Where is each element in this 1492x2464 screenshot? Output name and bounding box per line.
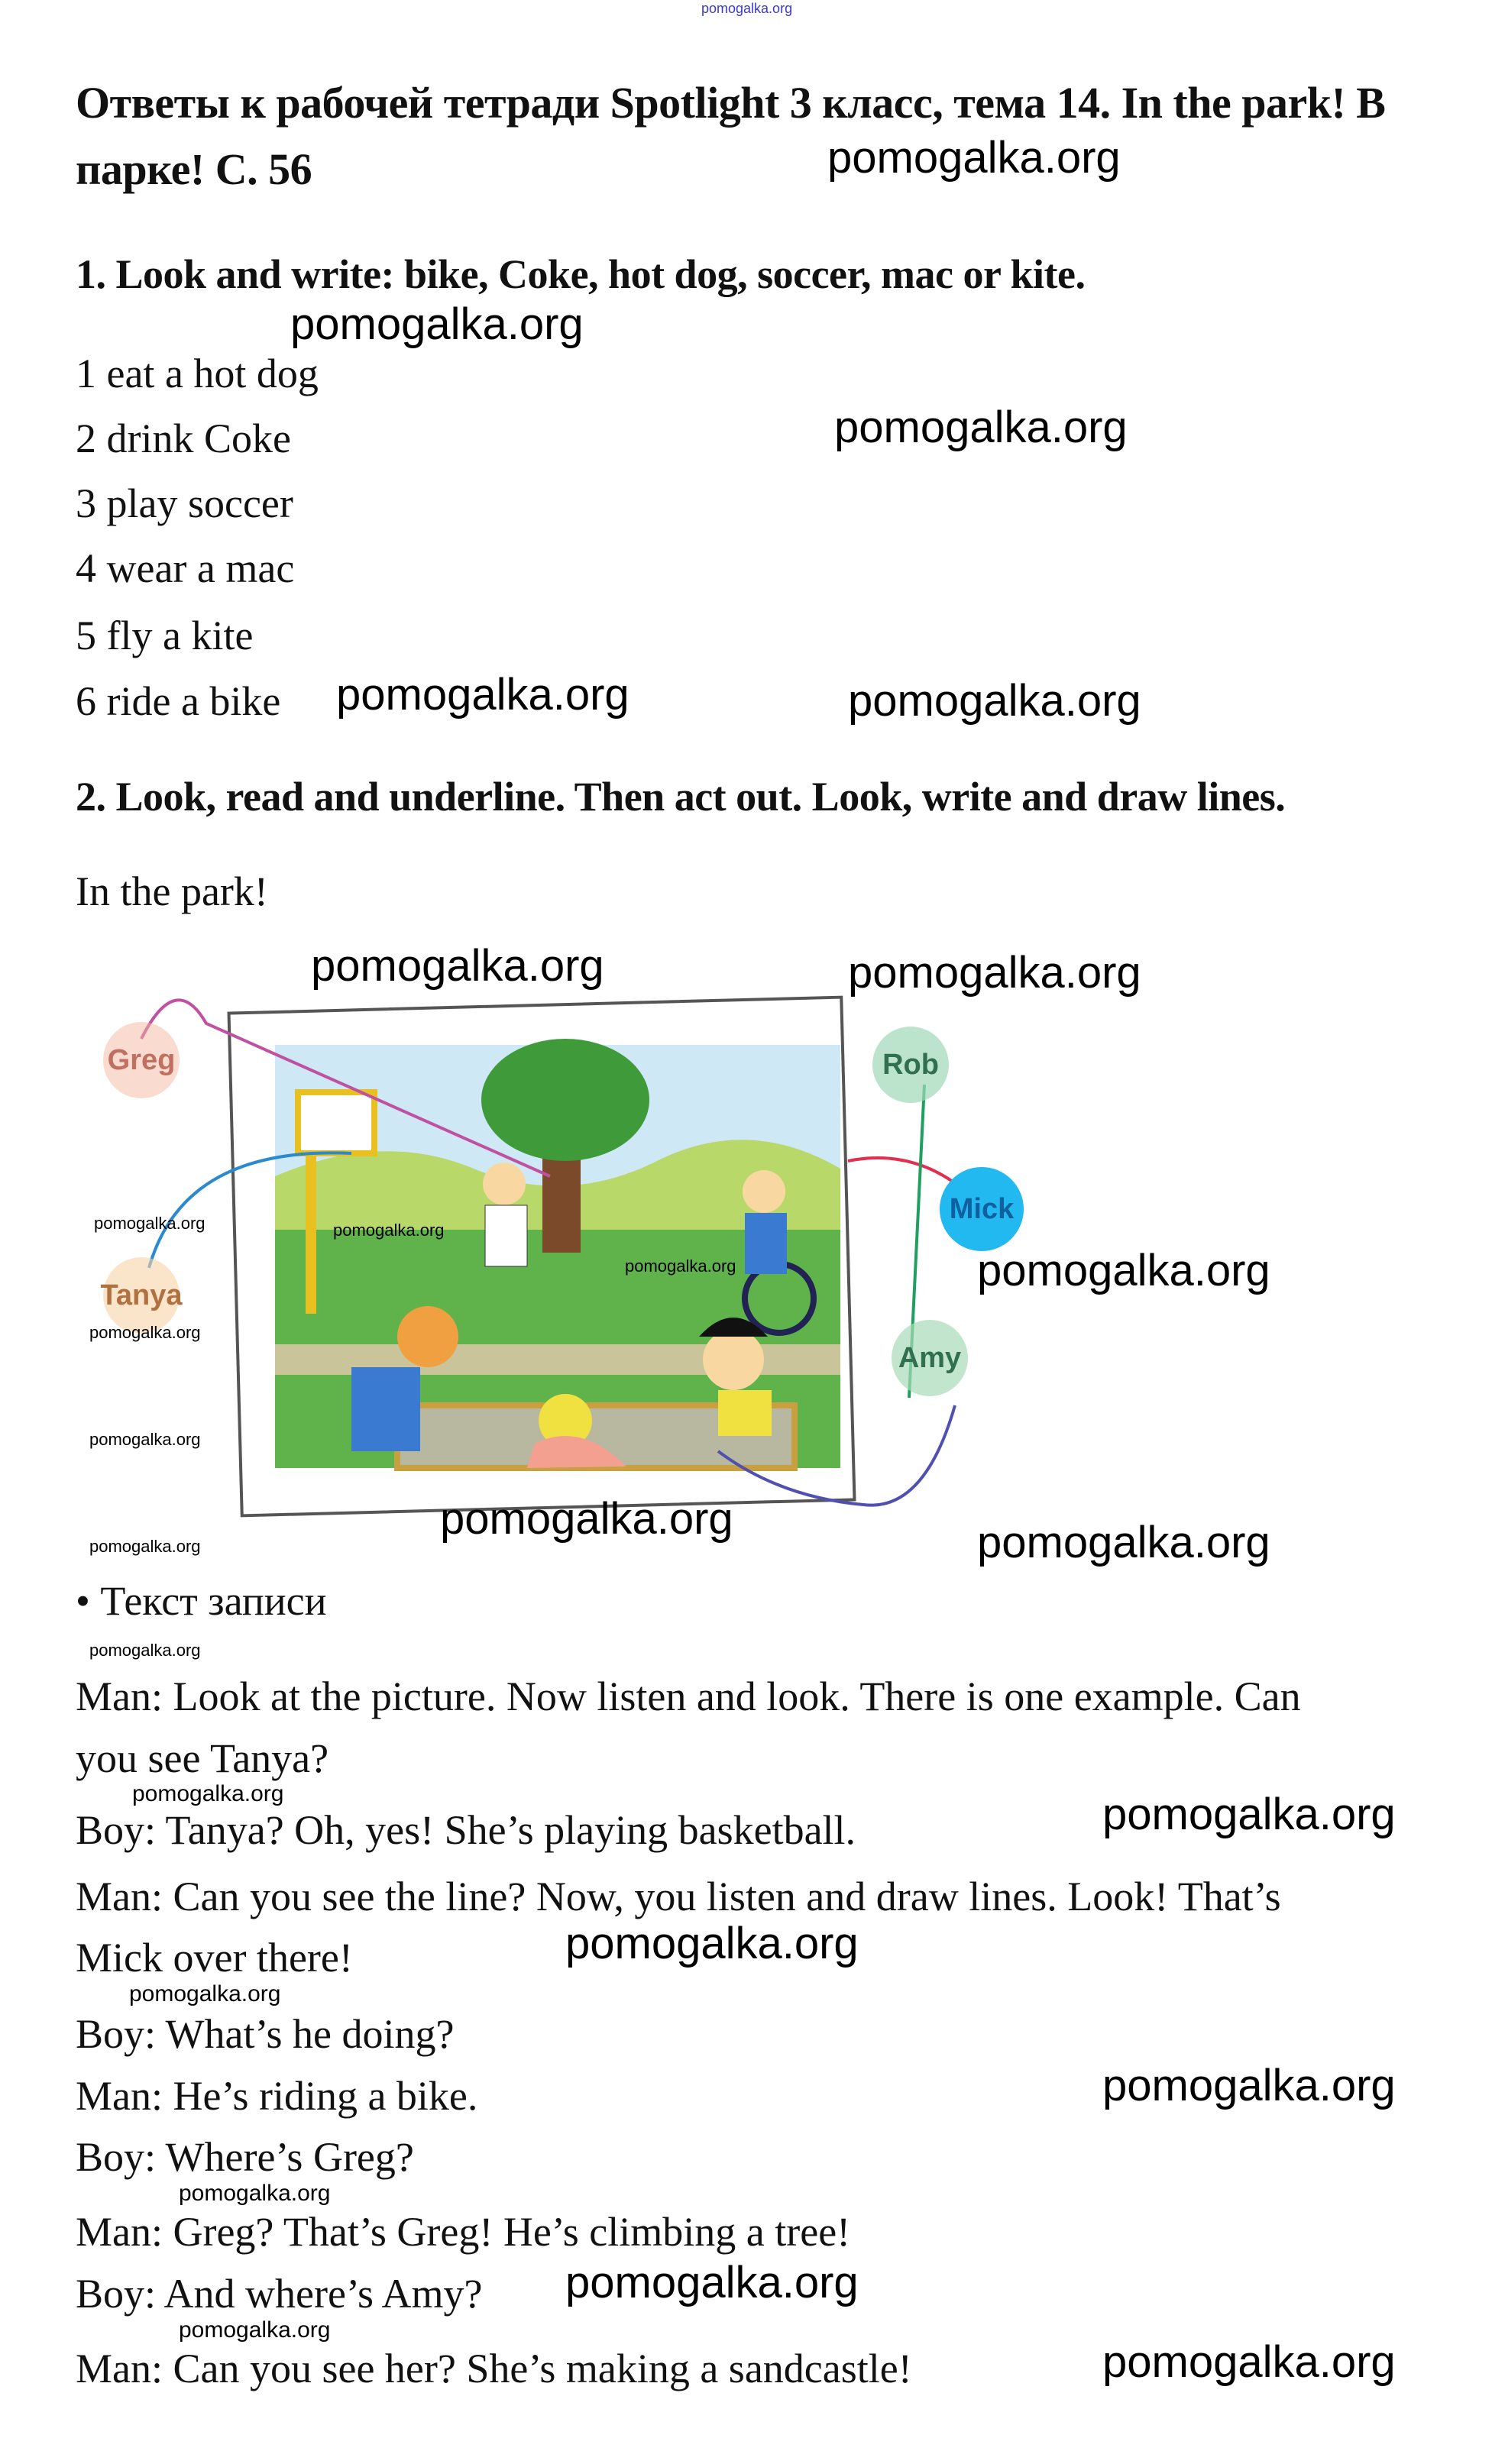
watermark: pomogalka.org (848, 948, 1141, 998)
answer-item: 5 fly a kite (76, 613, 254, 658)
watermark: pomogalka.org (179, 2181, 331, 2206)
watermark: pomogalka.org (625, 1256, 736, 1276)
watermark: pomogalka.org (977, 1518, 1270, 1567)
watermark: pomogalka.org (132, 1781, 284, 1806)
transcript-line: Man: He’s riding a bike. (76, 2073, 478, 2119)
transcript-line: Man: Greg? That’s Greg! He’s climbing a tree! (76, 2209, 851, 2255)
answer-item: 4 wear a mac (76, 545, 295, 591)
basketball-hoop (298, 1092, 374, 1153)
watermark: pomogalka.org (834, 403, 1128, 452)
transcript-line: Man: Can you see the line? Now, you listen and draw lines. Look! That’s (76, 1874, 1281, 1919)
answer-item: 1 eat a hot dog (76, 351, 319, 396)
watermark: pomogalka.org (89, 1430, 201, 1449)
page-title-line-2: парке! С. 56 (76, 144, 312, 194)
watermark: pomogalka.org (89, 1641, 201, 1660)
watermark: pomogalka.org (440, 1494, 733, 1544)
transcript-line: Man: Look at the picture. Now listen and look. There is one example. Can (76, 1673, 1301, 1719)
watermark: pomogalka.org (129, 1981, 281, 2006)
transcript-line: Boy: What’s he doing? (76, 2011, 455, 2057)
transcript-line: Man: Can you see her? She’s making a sandcastle! (76, 2346, 912, 2391)
transcript-heading: • Текст записи (76, 1578, 327, 1624)
name-greg (103, 1022, 180, 1098)
exercise-2-subtitle: In the park! (76, 868, 268, 914)
watermark: pomogalka.org (1102, 2337, 1396, 2387)
park-picture (76, 978, 1015, 1543)
svg-text:Mick: Mick (949, 1193, 1015, 1225)
name-amy (892, 1320, 968, 1396)
watermark: pomogalka.org (290, 299, 584, 349)
name-mick (940, 1167, 1024, 1251)
watermark: pomogalka.org (311, 941, 604, 991)
exercise-1-heading: 1. Look and write: bike, Coke, hot dog, soccer, mac or kite. (76, 251, 1086, 297)
transcript-line: Boy: And where’s Amy? (76, 2271, 483, 2317)
transcript-line: Boy: Tanya? Oh, yes! She’s playing basketball. (76, 1807, 856, 1853)
tree-crown (481, 1039, 649, 1161)
watermark: pomogalka.org (89, 1323, 201, 1342)
watermark: pomogalka.org (179, 2317, 331, 2343)
watermark: pomogalka.org (565, 2258, 859, 2307)
name-tanya (100, 1257, 183, 1334)
page-title-line-1: Ответы к рабочей тетради Spotlight 3 класс, тема 14. In the park! В (76, 78, 1386, 128)
answer-item: 3 play soccer (76, 480, 293, 526)
answer-item: 2 drink Coke (76, 416, 291, 461)
watermark: pomogalka.org (94, 1214, 206, 1233)
watermark: pomogalka.org (89, 1537, 201, 1556)
transcript-line: Boy: Where’s Greg? (76, 2134, 414, 2180)
svg-text:Amy: Amy (898, 1342, 962, 1374)
transcript-line: Mick over there! (76, 1935, 353, 1981)
svg-text:Rob: Rob (882, 1049, 939, 1081)
watermark: pomogalka.org (336, 670, 629, 719)
watermark: pomogalka.org (1102, 2061, 1396, 2110)
watermark: pomogalka.org (333, 1221, 445, 1240)
watermark: pomogalka.org (1102, 1790, 1396, 1839)
park-scene (275, 1039, 840, 1468)
top-site-link[interactable]: pomogalka.org (701, 1, 793, 16)
watermark: pomogalka.org (827, 133, 1121, 183)
svg-text:Greg: Greg (107, 1044, 176, 1076)
transcript-line: you see Tanya? (76, 1735, 329, 1781)
svg-text:Tanya: Tanya (100, 1279, 183, 1311)
answer-item: 6 ride a bike (76, 678, 281, 724)
watermark: pomogalka.org (565, 1919, 859, 1968)
watermark: pomogalka.org (977, 1246, 1270, 1295)
name-rob (872, 1027, 949, 1103)
exercise-2-heading: 2. Look, read and underline. Then act out. Look, write and draw lines. (76, 774, 1286, 820)
watermark: pomogalka.org (848, 676, 1141, 726)
